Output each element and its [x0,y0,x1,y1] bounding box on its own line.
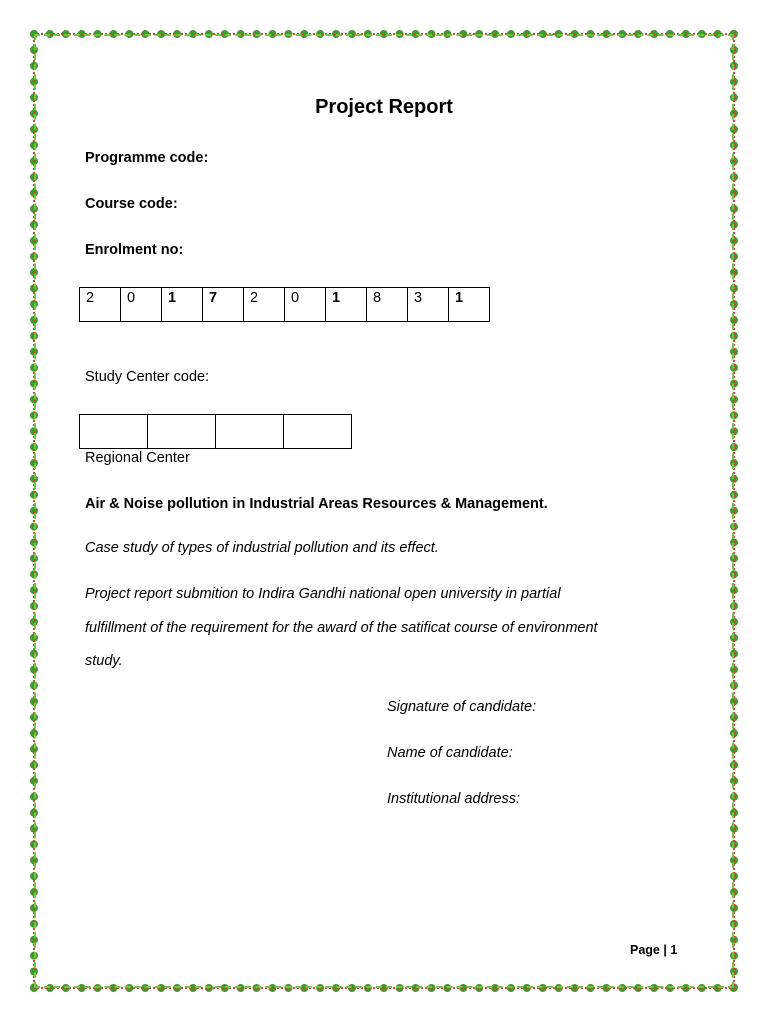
name-of-candidate-label: Name of candidate: [387,745,513,761]
enrolment-digit: 1 [449,288,490,322]
enrolment-digit: 2 [244,288,285,322]
enrolment-digit: 8 [367,288,408,322]
programme-code-label: Programme code: [85,150,209,166]
enrolment-digit: 3 [408,288,449,322]
enrolment-digit: 0 [121,288,162,322]
project-subtitle: Case study of types of industrial pollution and its effect. [85,540,439,556]
enrolment-no-label: Enrolment no: [85,242,184,258]
course-code-label: Course code: [85,196,178,212]
study-center-box [80,415,148,449]
enrolment-digit: 1 [326,288,367,322]
study-center-box [284,415,352,449]
page-number: Page | 1 [630,943,678,957]
study-center-box [148,415,216,449]
enrolment-digit: 7 [203,288,244,322]
submission-line: fulfillment of the requirement for the award of the satificat course of environment [85,620,598,636]
enrolment-digit: 2 [80,288,121,322]
study-center-code-label: Study Center code: [85,369,210,385]
study-center-code-grid [79,414,352,449]
submission-line: Project report submition to Indira Gandhi national open university in partial [85,586,561,602]
submission-line: study. [85,653,123,669]
page-title: Project Report [315,96,453,118]
study-center-box [216,415,284,449]
project-title: Air & Noise pollution in Industrial Areas Resources & Management. [85,496,548,512]
enrolment-digit: 1 [162,288,203,322]
enrolment-digit: 0 [285,288,326,322]
regional-center-label: Regional Center [85,450,190,466]
institutional-address-label: Institutional address: [387,791,520,807]
enrolment-number-grid [79,287,490,322]
signature-of-candidate-label: Signature of candidate: [387,699,537,715]
